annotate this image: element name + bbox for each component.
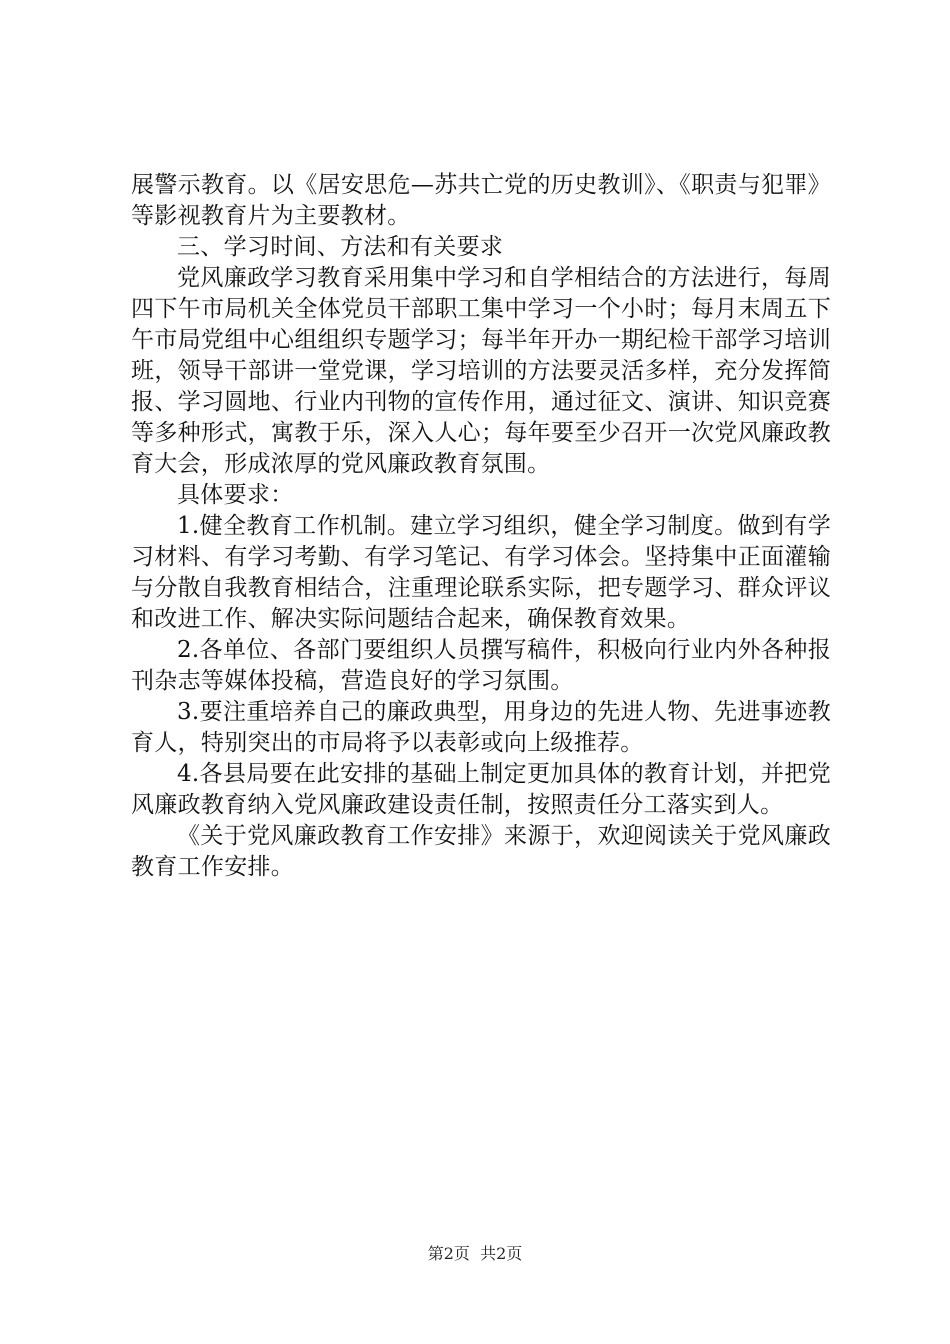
- document-body: [131, 170, 831, 883]
- section-heading-study-methods: 三、学习时间、方法和有关要求: [177, 234, 504, 260]
- paragraph-study-methods: 党风廉政学习教育采用集中学习和自学相结合的方法进行，每周四下午市局机关全体党员干部职工集中学习一个小时；每月末周五下午市局党组中心组组织专题学习；每半年开办一期纪检干部学习培训班，领导干部讲一堂党课，学习培训的方法要灵活多样，充分发挥简报、学习圆地、行业内刊物的宣传作用，通过征文、演讲、知识竞赛等多种形式，寓教于乐，深入人心；每年要至少召开一次党风廉政教育大会，形成浓厚的党风廉政教育氛围。: [131, 265, 831, 477]
- page-number: 第2页 共2页: [427, 1244, 523, 1263]
- paragraph-requirements-label: 具体要求：: [177, 482, 294, 508]
- requirement-item-3: 3.要注重培养自己的廉政典型，用身边的先进人物、先进事迹教育人，特别突出的市局将予以表彰或向上级推荐。: [131, 699, 831, 756]
- source-note: 《关于党风廉政教育工作安排》来源于，欢迎阅读关于党风廉政教育工作安排。: [131, 823, 831, 880]
- requirement-item-2: 2.各单位、各部门要组织人员撰写稿件，积极向行业内外各种报刊杂志等媒体投稿，营造良好的学习氛围。: [131, 637, 831, 694]
- requirement-item-4: 4.各县局要在此安排的基础上制定更加具体的教育计划，并把党风廉政教育纳入党风廉政建设责任制，按照责任分工落实到人。: [131, 761, 831, 818]
- page-footer: [0, 1244, 950, 1264]
- requirement-item-1: 1.健全教育工作机制。建立学习组织，健全学习制度。做到有学习材料、有学习考勤、有学习笔记、有学习体会。坚持集中正面灌输与分散自我教育相结合，注重理论联系实际，把专题学习、群众评议和改进工作、解决实际问题结合起来，确保教育效果。: [131, 513, 831, 632]
- paragraph-continuation: 展警示教育。以《居安思危—苏共亡党的历史教训》、《职责与犯罪》等影视教育片为主要教材。: [131, 172, 831, 229]
